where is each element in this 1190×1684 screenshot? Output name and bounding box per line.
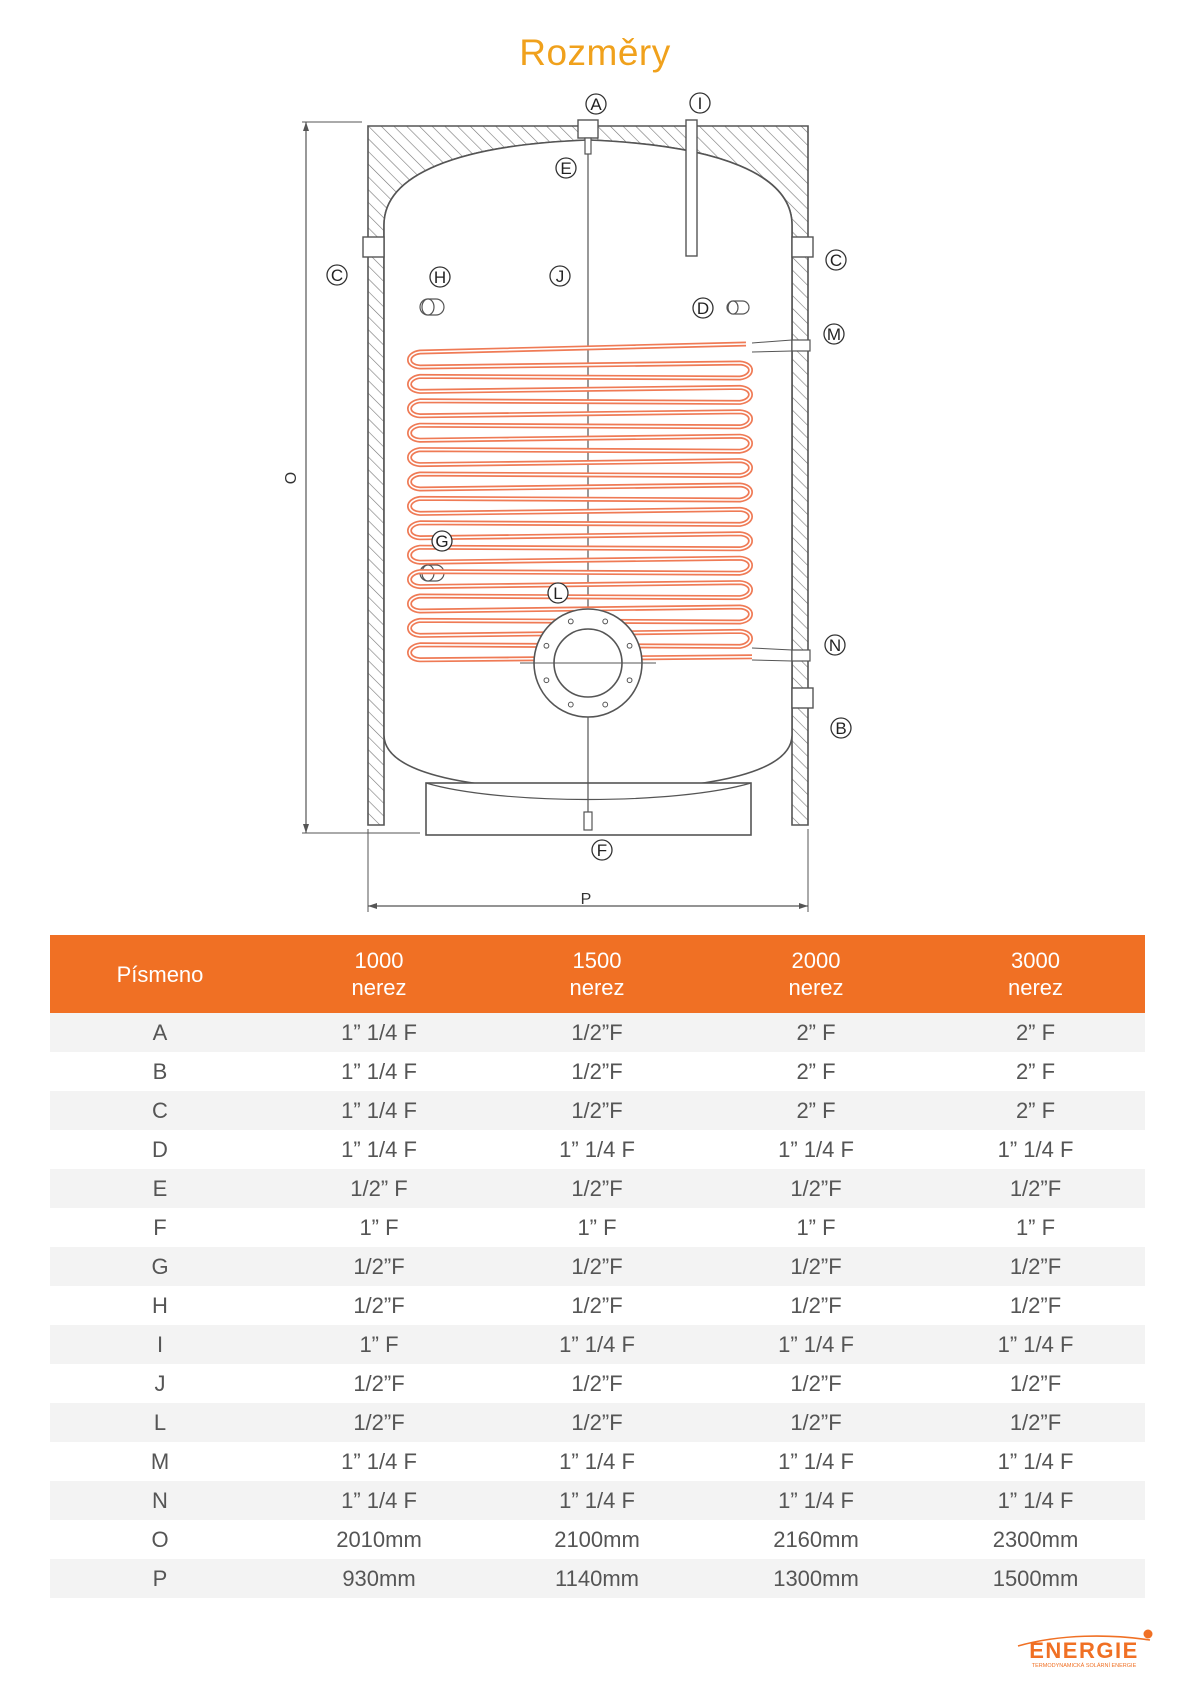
value-cell: 1” 1/4 F [488,1325,706,1364]
table-row [50,1559,1145,1598]
svg-text:D: D [696,299,710,318]
callout-c-left [327,265,347,285]
port-b [792,688,813,708]
energie-logo [1010,1628,1162,1670]
value-cell: 1” 1/4 F [270,1091,488,1130]
callout-b [831,718,851,738]
value-cell: 1/2”F [926,1169,1145,1208]
svg-text:C: C [829,251,843,270]
table-row [50,1325,1145,1364]
value-cell: 1” F [270,1325,488,1364]
header-1000: 1000 nerez [270,935,488,1013]
value-cell: 1/2”F [926,1364,1145,1403]
table-row [50,1286,1145,1325]
row-letter-cell: H [50,1286,270,1325]
table-row [50,1481,1145,1520]
table-row [50,1247,1145,1286]
table-row [50,1130,1145,1169]
callout-n [825,635,845,655]
row-letter-cell: C [50,1091,270,1130]
value-cell: 1/2”F [706,1247,926,1286]
callout-j [550,266,570,286]
svg-text:N: N [828,636,842,655]
value-cell: 1” 1/4 F [270,1013,488,1052]
value-cell: 1” 1/4 F [488,1442,706,1481]
row-letter-cell: I [50,1325,270,1364]
row-letter-cell: G [50,1247,270,1286]
port-c-left [363,237,384,257]
value-cell: 2” F [706,1091,926,1130]
callout-e [556,158,576,178]
value-cell: 1” F [270,1208,488,1247]
value-cell: 2100mm [488,1520,706,1559]
value-cell: 1” 1/4 F [270,1481,488,1520]
dimensions-table [50,935,1145,1598]
svg-text:M: M [826,325,842,344]
value-cell: 1” 1/4 F [488,1130,706,1169]
svg-text:F: F [596,841,608,860]
value-cell: 1” 1/4 F [270,1130,488,1169]
table-row [50,1442,1145,1481]
value-cell: 1/2”F [706,1364,926,1403]
svg-text:B: B [835,719,847,738]
callout-m [824,324,844,344]
table-header-row [50,935,1145,1013]
page-title: Rozměry [519,32,671,73]
value-cell: 1/2”F [270,1286,488,1325]
value-cell: 1/2”F [488,1091,706,1130]
port-n [792,650,810,661]
port-m [792,340,810,351]
value-cell: 2300mm [926,1520,1145,1559]
value-cell: 1/2”F [926,1247,1145,1286]
row-letter-cell: A [50,1013,270,1052]
svg-text:H: H [433,268,447,287]
dimension-p [368,829,808,912]
value-cell: 1/2”F [706,1169,926,1208]
value-cell: 2” F [706,1052,926,1091]
svg-text:E: E [560,159,572,178]
value-cell: 1/2”F [488,1364,706,1403]
value-cell: 1/2”F [488,1286,706,1325]
value-cell: 1/2”F [706,1286,926,1325]
value-cell: 1” 1/4 F [706,1442,926,1481]
value-cell: 1/2”F [488,1169,706,1208]
callout-a [586,94,606,114]
value-cell: 1/2”F [270,1403,488,1442]
value-cell: 1” F [706,1208,926,1247]
svg-text:G: G [435,532,449,551]
svg-text:C: C [330,266,344,285]
value-cell: 2” F [926,1013,1145,1052]
label-o: O [283,471,300,485]
value-cell: 2” F [706,1013,926,1052]
row-letter-cell: J [50,1364,270,1403]
table-row [50,1520,1145,1559]
row-letter-cell: D [50,1130,270,1169]
value-cell: 1/2”F [488,1013,706,1052]
value-cell: 1140mm [488,1559,706,1598]
port-c-right [792,237,813,257]
table-row [50,1169,1145,1208]
svg-text:I: I [697,94,703,113]
value-cell: 1” F [488,1208,706,1247]
value-cell: 1/2”F [488,1403,706,1442]
row-letter-cell: O [50,1520,270,1559]
table-row [50,1052,1145,1091]
value-cell: 1” 1/4 F [926,1481,1145,1520]
value-cell: 1” 1/4 F [926,1130,1145,1169]
value-cell: 1/2”F [488,1247,706,1286]
value-cell: 1” 1/4 F [270,1442,488,1481]
value-cell: 1” 1/4 F [706,1130,926,1169]
header-2000: 2000 nerez [706,935,926,1013]
table-row [50,1403,1145,1442]
callout-l [548,583,568,603]
callout-h [430,267,450,287]
label-p: P [580,891,592,908]
value-cell: 1” F [926,1208,1145,1247]
row-letter-cell: M [50,1442,270,1481]
port-i [686,120,697,256]
value-cell: 2010mm [270,1520,488,1559]
value-cell: 1” 1/4 F [706,1325,926,1364]
value-cell: 1/2”F [926,1286,1145,1325]
value-cell: 930mm [270,1559,488,1598]
value-cell: 1/2”F [926,1403,1145,1442]
value-cell: 1” 1/4 F [488,1481,706,1520]
socket-h [420,299,444,315]
row-letter-cell: N [50,1481,270,1520]
callout-i [690,93,710,113]
port-a [578,120,598,138]
value-cell: 1/2”F [270,1364,488,1403]
table-row [50,1208,1145,1247]
row-letter-cell: L [50,1403,270,1442]
callout-f [592,840,612,860]
value-cell: 1/2”F [488,1052,706,1091]
value-cell: 2160mm [706,1520,926,1559]
value-cell: 1” 1/4 F [926,1325,1145,1364]
value-cell: 1” 1/4 F [270,1052,488,1091]
tank-diagram [0,85,1190,925]
header-letter: Písmeno [50,935,270,1013]
svg-text:J: J [555,267,565,286]
value-cell: 1/2” F [270,1169,488,1208]
svg-text:ENERGIE: ENERGIE [1029,1638,1139,1663]
value-cell: 2” F [926,1052,1145,1091]
row-letter-cell: P [50,1559,270,1598]
row-letter-cell: F [50,1208,270,1247]
svg-text:L: L [553,584,563,603]
svg-text:A: A [590,95,602,114]
row-letter-cell: E [50,1169,270,1208]
value-cell: 1” 1/4 F [706,1481,926,1520]
header-1500: 1500 nerez [488,935,706,1013]
header-3000: 3000 nerez [926,935,1145,1013]
value-cell: 2” F [926,1091,1145,1130]
row-letter-cell: B [50,1052,270,1091]
callout-d [693,298,713,318]
table-row [50,1013,1145,1052]
table-row [50,1364,1145,1403]
value-cell: 1500mm [926,1559,1145,1598]
callout-g [432,531,452,551]
sun-dot-icon [1144,1630,1153,1639]
socket-d [727,301,749,314]
table-row [50,1091,1145,1130]
value-cell: 1/2”F [270,1247,488,1286]
value-cell: 1300mm [706,1559,926,1598]
callout-c-right [826,250,846,270]
svg-text:TERMODYNAMICKÁ SOLÁRNÍ ENERGIE: TERMODYNAMICKÁ SOLÁRNÍ ENERGIE [1031,1663,1137,1669]
value-cell: 1/2”F [706,1403,926,1442]
value-cell: 1” 1/4 F [926,1442,1145,1481]
